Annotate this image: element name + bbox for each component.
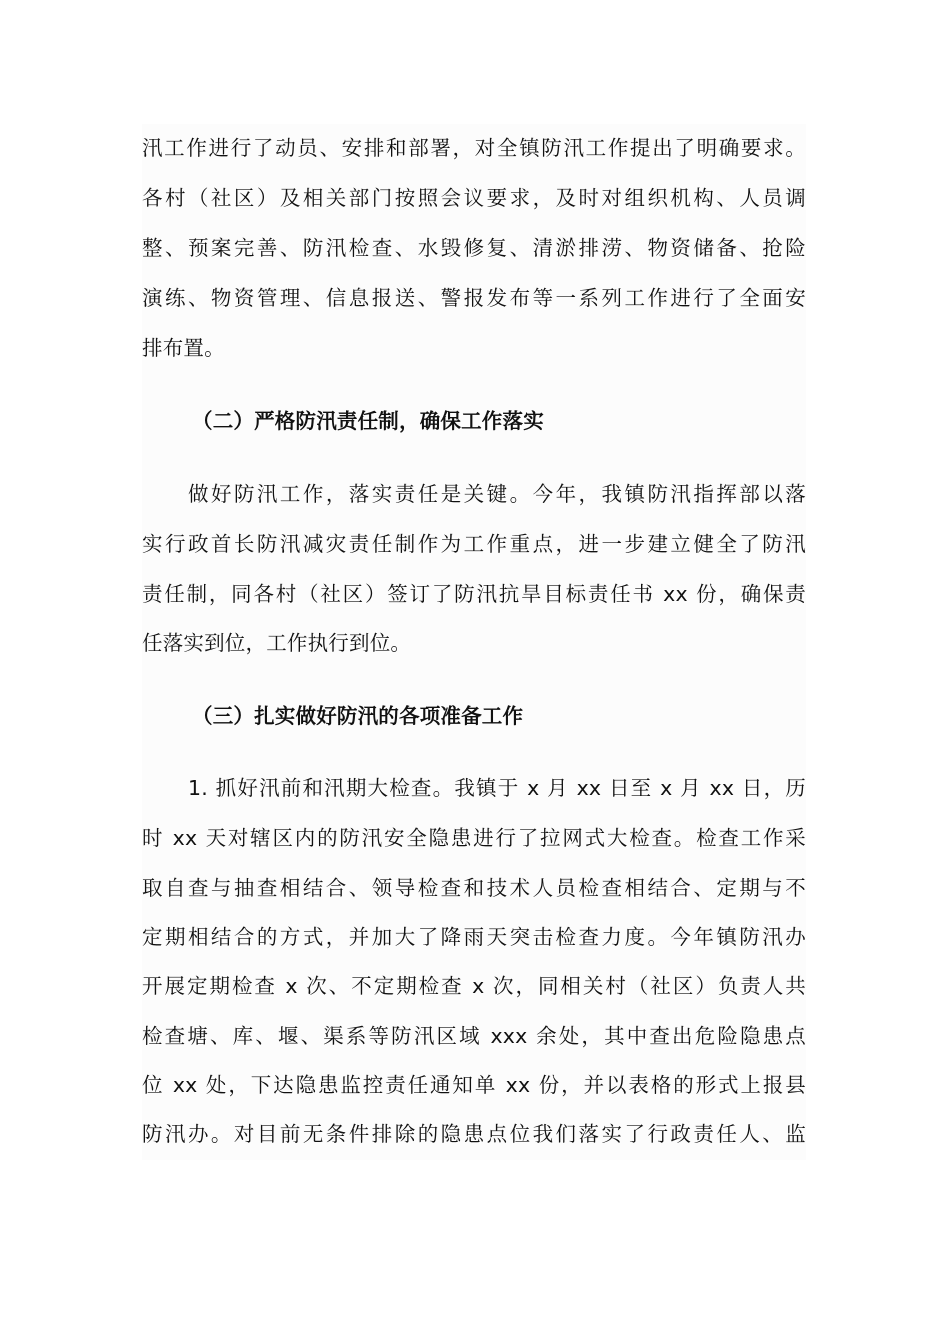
paragraph-3-line-7: 位 xx 处，下达隐患监控责任通知单 xx 份，并以表格的形式上报县 bbox=[142, 1073, 806, 1097]
paragraph-1-line-4: 演练、物资管理、信息报送、警报发布等一系列工作进行了全面安 bbox=[142, 286, 806, 310]
paragraph-1-line-5: 排布置。 bbox=[142, 336, 225, 360]
paragraph-3-line-1: 1. 抓好汛前和汛期大检查。我镇于 x 月 xx 日至 x 月 xx 日，历 bbox=[188, 776, 806, 800]
paragraph-3-line-5: 开展定期检查 x 次、不定期检查 x 次，同相关村（社区）负责人共 bbox=[142, 974, 806, 998]
section-heading-2: （二）严格防汛责任制，确保工作落实 bbox=[192, 409, 544, 433]
paragraph-1-line-1: 汛工作进行了动员、安排和部署，对全镇防汛工作提出了明确要求。 bbox=[142, 136, 806, 160]
document-body bbox=[142, 124, 806, 1160]
paragraph-3-line-8: 防汛办。对目前无条件排除的隐患点位我们落实了行政责任人、监 bbox=[142, 1122, 806, 1146]
section-heading-3: （三）扎实做好防汛的各项准备工作 bbox=[192, 704, 524, 728]
paragraph-3-line-2: 时 xx 天对辖区内的防汛安全隐患进行了拉网式大检查。检查工作采 bbox=[142, 826, 806, 850]
paragraph-1-line-3: 整、预案完善、防汛检查、水毁修复、清淤排涝、物资储备、抢险 bbox=[142, 236, 806, 260]
paragraph-2-line-4: 任落实到位，工作执行到位。 bbox=[142, 631, 412, 655]
paragraph-2-line-1: 做好防汛工作，落实责任是关键。今年，我镇防汛指挥部以落 bbox=[188, 482, 806, 506]
paragraph-3-line-3: 取自查与抽查相结合、领导检查和技术人员检查相结合、定期与不 bbox=[142, 876, 806, 900]
paragraph-2-line-2: 实行政首长防汛减灾责任制作为工作重点，进一步建立健全了防汛 bbox=[142, 532, 806, 556]
paragraph-1-line-2: 各村（社区）及相关部门按照会议要求，及时对组织机构、人员调 bbox=[142, 186, 806, 210]
paragraph-3-line-4: 定期相结合的方式，并加大了降雨天突击检查力度。今年镇防汛办 bbox=[142, 925, 806, 949]
paragraph-3-line-6: 检查塘、库、堰、渠系等防汛区域 xxx 余处，其中查出危险隐患点 bbox=[142, 1024, 806, 1048]
paragraph-2-line-3: 责任制，同各村（社区）签订了防汛抗旱目标责任书 xx 份，确保责 bbox=[142, 582, 806, 606]
